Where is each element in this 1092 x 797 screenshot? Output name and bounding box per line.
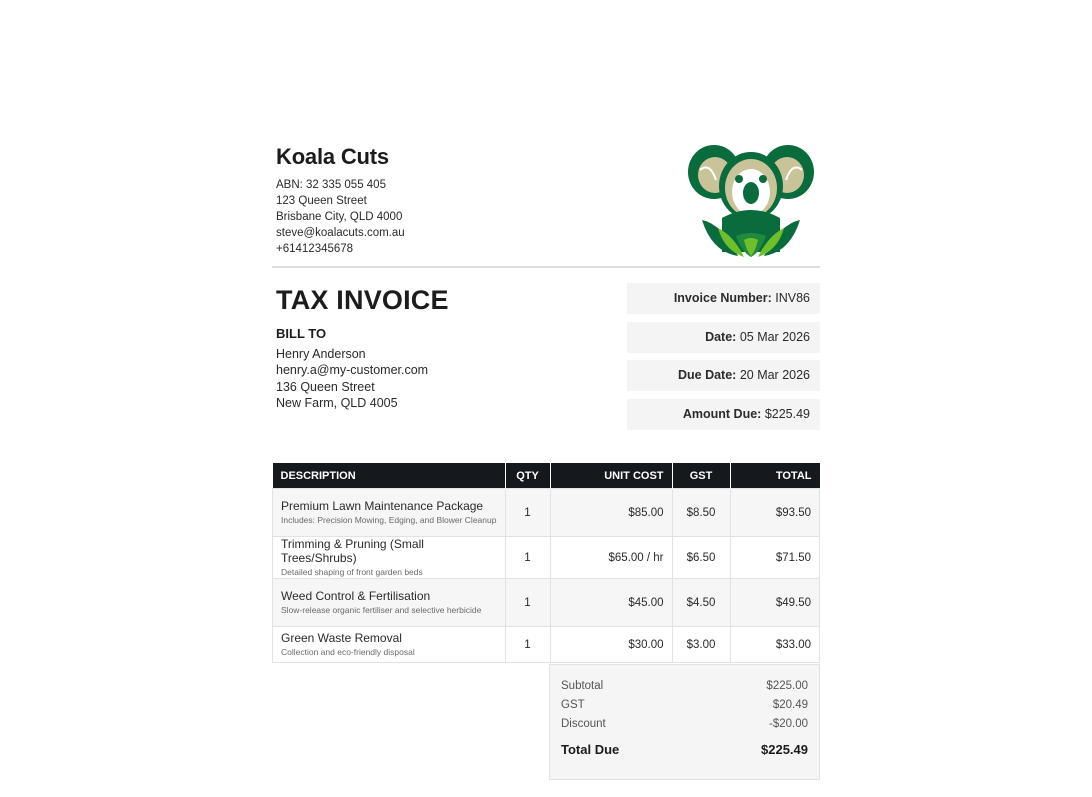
row-gst: $8.50 bbox=[672, 489, 730, 537]
row-description: Weed Control & Fertilisation bbox=[281, 589, 431, 603]
company-email: steve@koalacuts.com.au bbox=[276, 227, 405, 239]
row-unit-cost: $30.00 bbox=[550, 627, 672, 663]
gst-value: $20.49 bbox=[772, 699, 808, 711]
row-description: Green Waste Removal bbox=[281, 631, 402, 645]
gst-label: GST bbox=[561, 699, 585, 711]
row-qty: 1 bbox=[505, 579, 550, 627]
header-gst: GST bbox=[672, 463, 730, 489]
row-detail: Includes: Precision Mowing, Edging, and Blower Cleanup bbox=[281, 515, 497, 525]
customer-address-line1: 136 Queen Street bbox=[276, 379, 375, 394]
total-due-value: $225.49 bbox=[761, 742, 808, 757]
totals-summary bbox=[549, 664, 820, 780]
subtotal-label: Subtotal bbox=[561, 680, 604, 692]
row-detail: Detailed shaping of front garden beds bbox=[281, 567, 423, 577]
invoice-date-box bbox=[627, 322, 820, 353]
invoice-title: TAX INVOICE bbox=[276, 285, 449, 315]
company-address-line2: Brisbane City, QLD 4000 bbox=[276, 211, 403, 223]
table-row bbox=[273, 579, 820, 627]
row-description-cell bbox=[273, 489, 506, 537]
total-due-row bbox=[561, 742, 808, 757]
customer-name: Henry Anderson bbox=[276, 347, 366, 361]
row-unit-cost: $45.00 bbox=[550, 579, 672, 627]
discount-value: -$20.00 bbox=[768, 718, 808, 730]
header-unit-cost: UNIT COST bbox=[550, 463, 672, 489]
company-info bbox=[276, 177, 405, 257]
gst-row bbox=[561, 699, 808, 711]
row-description: Trimming & Pruning (Small Trees/Shrubs) bbox=[281, 537, 424, 565]
header-qty: QTY bbox=[505, 463, 550, 489]
header-description: DESCRIPTION bbox=[273, 463, 506, 489]
line-items-table bbox=[272, 463, 820, 663]
row-gst: $3.00 bbox=[672, 627, 730, 663]
invoice-date-label: Date: bbox=[705, 330, 737, 344]
row-total: $71.50 bbox=[730, 537, 820, 579]
header-total: TOTAL bbox=[730, 463, 820, 489]
row-description-cell bbox=[273, 579, 506, 627]
invoice-number-value: INV86 bbox=[775, 291, 810, 305]
row-qty: 1 bbox=[505, 489, 550, 537]
row-description: Premium Lawn Maintenance Package bbox=[281, 499, 484, 513]
discount-row bbox=[561, 718, 808, 730]
row-total: $49.50 bbox=[730, 579, 820, 627]
invoice-number-box bbox=[627, 283, 820, 314]
amount-due-label: Amount Due: bbox=[682, 407, 762, 421]
due-date-box bbox=[627, 360, 820, 391]
company-address-line1: 123 Queen Street bbox=[276, 195, 367, 207]
company-abn: ABN: 32 335 055 405 bbox=[276, 179, 386, 191]
due-date-value: 20 Mar 2026 bbox=[739, 368, 810, 382]
header-divider bbox=[272, 266, 820, 268]
amount-due-value: $225.49 bbox=[764, 407, 810, 421]
row-description-cell bbox=[273, 537, 506, 579]
table-row bbox=[273, 489, 820, 537]
bill-to-label: BILL TO bbox=[276, 326, 327, 341]
customer-address-line2: New Farm, QLD 4005 bbox=[276, 395, 398, 410]
discount-label: Discount bbox=[561, 718, 606, 730]
company-phone: +61412345678 bbox=[276, 243, 354, 255]
table-row bbox=[273, 537, 820, 579]
row-gst: $4.50 bbox=[672, 579, 730, 627]
row-total: $33.00 bbox=[730, 627, 820, 663]
koala-logo-icon bbox=[682, 140, 820, 258]
row-unit-cost: $65.00 / hr bbox=[550, 537, 672, 579]
due-date-label: Due Date: bbox=[677, 368, 737, 382]
row-description-cell bbox=[273, 627, 506, 663]
subtotal-row bbox=[561, 680, 808, 692]
subtotal-value: $225.00 bbox=[766, 680, 808, 692]
total-due-label: Total Due bbox=[561, 742, 620, 757]
row-gst: $6.50 bbox=[672, 537, 730, 579]
row-qty: 1 bbox=[505, 627, 550, 663]
amount-due-box bbox=[627, 399, 820, 430]
row-detail: Slow-release organic fertiliser and selective herbicide bbox=[281, 605, 482, 615]
company-name: Koala Cuts bbox=[276, 144, 389, 169]
row-qty: 1 bbox=[505, 537, 550, 579]
table-row bbox=[273, 627, 820, 663]
invoice-date-value: 05 Mar 2026 bbox=[739, 330, 810, 344]
bill-to-details bbox=[276, 346, 428, 411]
invoice-number-label: Invoice Number: bbox=[673, 291, 772, 305]
table-header-row bbox=[273, 463, 820, 489]
row-unit-cost: $85.00 bbox=[550, 489, 672, 537]
row-total: $93.50 bbox=[730, 489, 820, 537]
customer-email: henry.a@my-customer.com bbox=[276, 363, 429, 378]
row-detail: Collection and eco-friendly disposal bbox=[281, 647, 415, 657]
